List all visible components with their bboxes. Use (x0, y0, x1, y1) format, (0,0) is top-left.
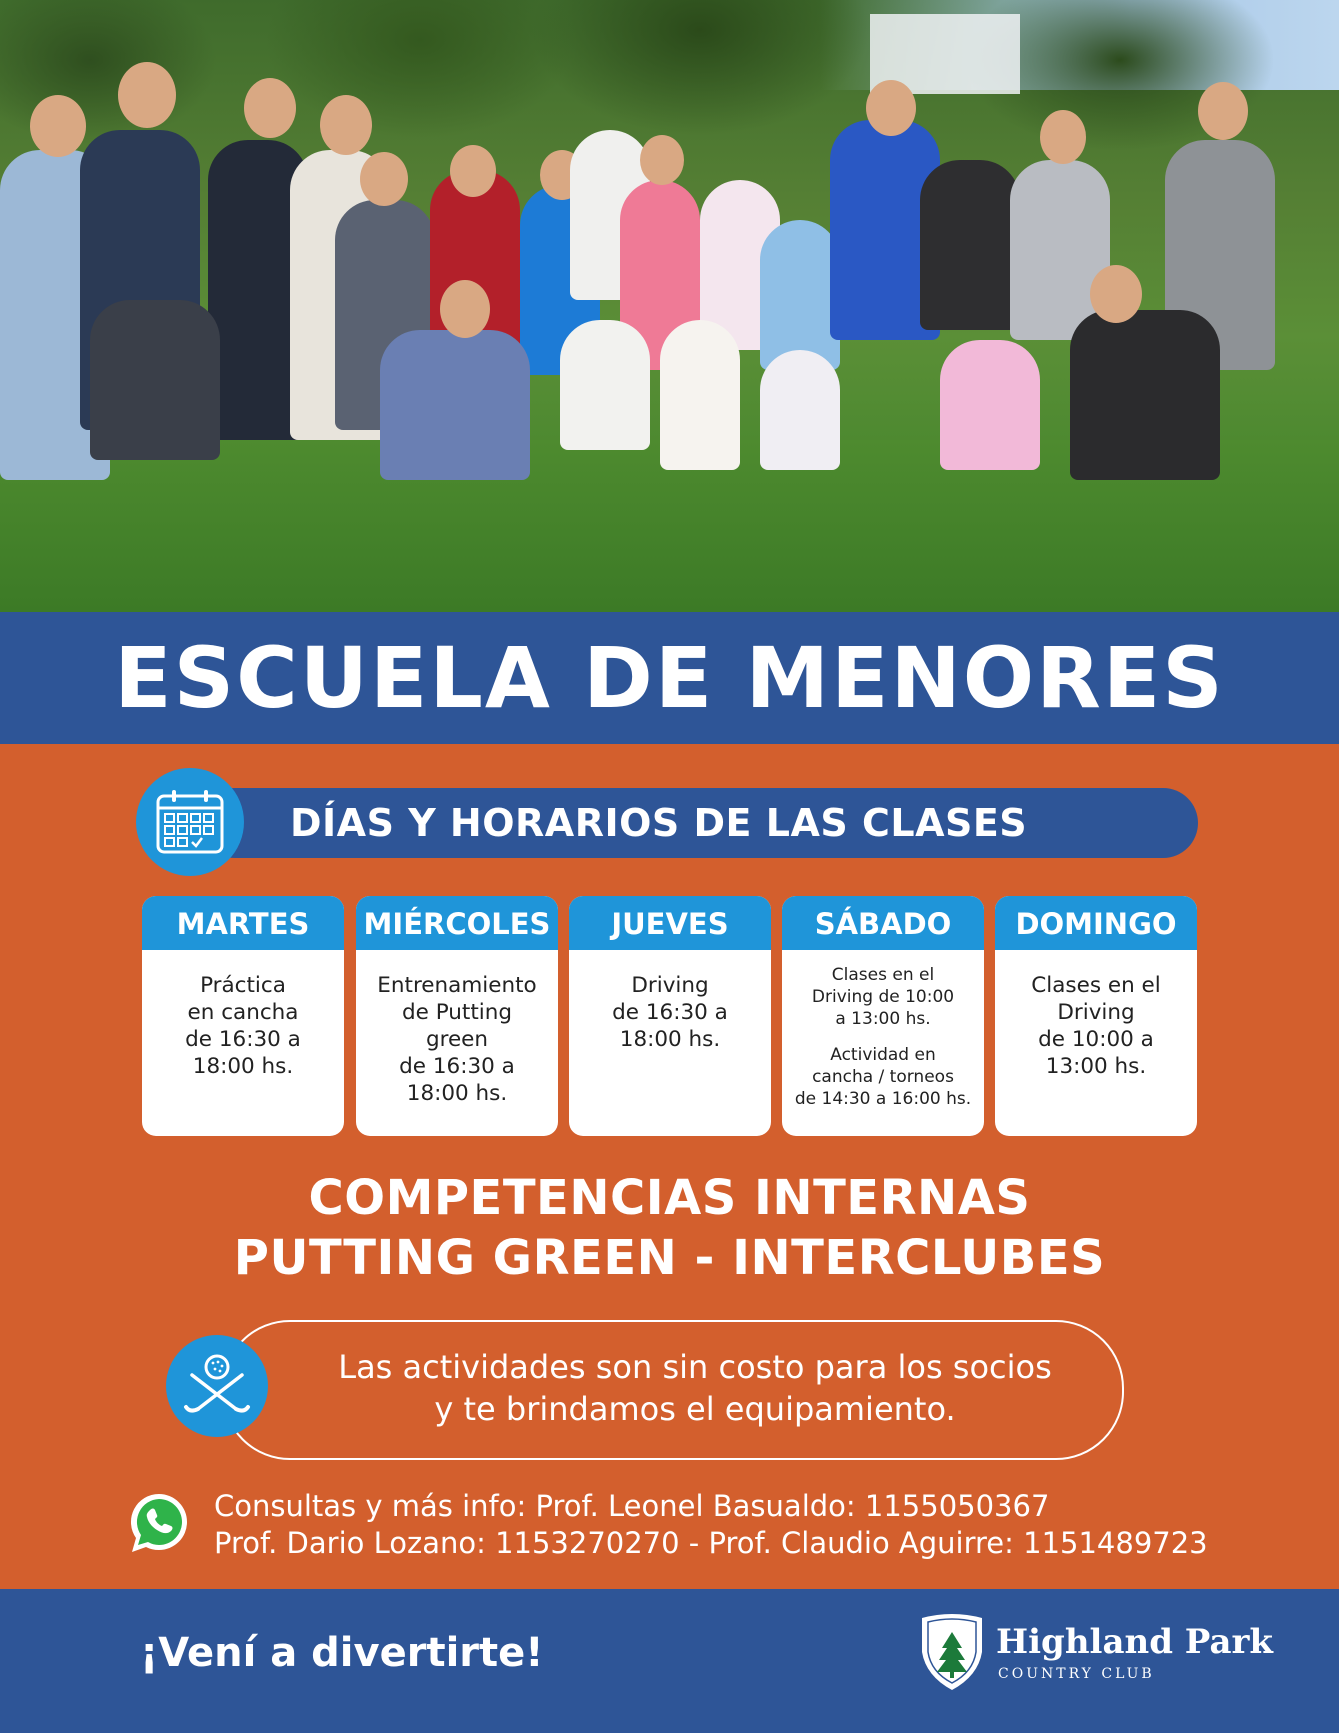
schedule-line: a 13:00 hs. (835, 1009, 931, 1029)
schedule-line: Actividad en (830, 1045, 936, 1065)
day-label: MIÉRCOLES (356, 896, 558, 950)
day-schedule (569, 950, 771, 1053)
contact-info (214, 1488, 1314, 1562)
contact-line: Prof. Dario Lozano: 1153270270 - Prof. Claudio Aguirre: 1151489723 (214, 1526, 1208, 1560)
day-card-miercoles (356, 896, 558, 1136)
day-schedule (142, 950, 344, 1080)
day-schedule (995, 950, 1197, 1080)
title-band (0, 612, 1339, 744)
schedule-block (790, 1044, 976, 1110)
day-card-domingo (995, 896, 1197, 1136)
schedule-line: de 10:00 a (1038, 1027, 1154, 1052)
schedule-line: en cancha (187, 1000, 299, 1025)
schedule-line: 13:00 hs. (1045, 1054, 1147, 1079)
schedule-line: Clases en el (1031, 973, 1161, 998)
schedule-line: 18:00 hs. (406, 1081, 508, 1106)
schedule-line: Clases en el (831, 965, 935, 985)
calendar-icon (154, 788, 226, 856)
schedule-line: 18:00 hs. (619, 1027, 721, 1052)
day-label: DOMINGO (995, 896, 1197, 950)
club-subtitle: COUNTRY CLUB (998, 1666, 1155, 1682)
day-schedule (782, 950, 984, 1110)
info-text (290, 1346, 1100, 1430)
group-photo (0, 0, 1339, 612)
slogan: ¡Vení a divertirte! (140, 1630, 544, 1676)
schedule-line: 18:00 hs. (192, 1054, 294, 1079)
schedule-line: de 16:30 a (399, 1054, 515, 1079)
schedule-line: de 14:30 a 16:00 hs. (794, 1089, 972, 1109)
schedule-line: de Putting (401, 1000, 513, 1025)
day-card-martes (142, 896, 344, 1136)
day-card-jueves (569, 896, 771, 1136)
schedule-line: Entrenamiento (377, 973, 537, 998)
info-line: y te brindamos el equipamiento. (434, 1390, 956, 1428)
page-title: ESCUELA DE MENORES (114, 629, 1225, 727)
golf-clubs-icon (180, 1349, 254, 1423)
contact-line: Consultas y más info: Prof. Leonel Basualdo: 1155050367 (214, 1489, 1050, 1523)
day-label: JUEVES (569, 896, 771, 950)
day-card-sabado (782, 896, 984, 1136)
club-shield-logo (918, 1612, 986, 1692)
day-schedule (356, 950, 558, 1107)
schedule-line: Driving de 10:00 (811, 987, 955, 1007)
schedule-line: green (425, 1027, 489, 1052)
info-line: Las actividades son sin costo para los socios (338, 1348, 1052, 1386)
schedule-block (790, 964, 976, 1030)
schedule-line: de 16:30 a (612, 1000, 728, 1025)
whatsapp-icon (126, 1490, 192, 1556)
day-label: MARTES (142, 896, 344, 950)
schedule-line: Driving (631, 973, 709, 998)
competitions-line2: PUTTING GREEN - INTERCLUBES (233, 1230, 1106, 1286)
day-label: SÁBADO (782, 896, 984, 950)
schedule-line: de 16:30 a (185, 1027, 301, 1052)
competitions-line1: COMPETENCIAS INTERNAS (308, 1170, 1031, 1226)
schedule-line: Driving (1057, 1000, 1135, 1025)
club-name: Highland Park (996, 1622, 1273, 1662)
schedule-line: Práctica (200, 973, 286, 998)
schedule-header: DÍAS Y HORARIOS DE LAS CLASES (290, 801, 1028, 845)
schedule-line: cancha / torneos (812, 1067, 954, 1087)
